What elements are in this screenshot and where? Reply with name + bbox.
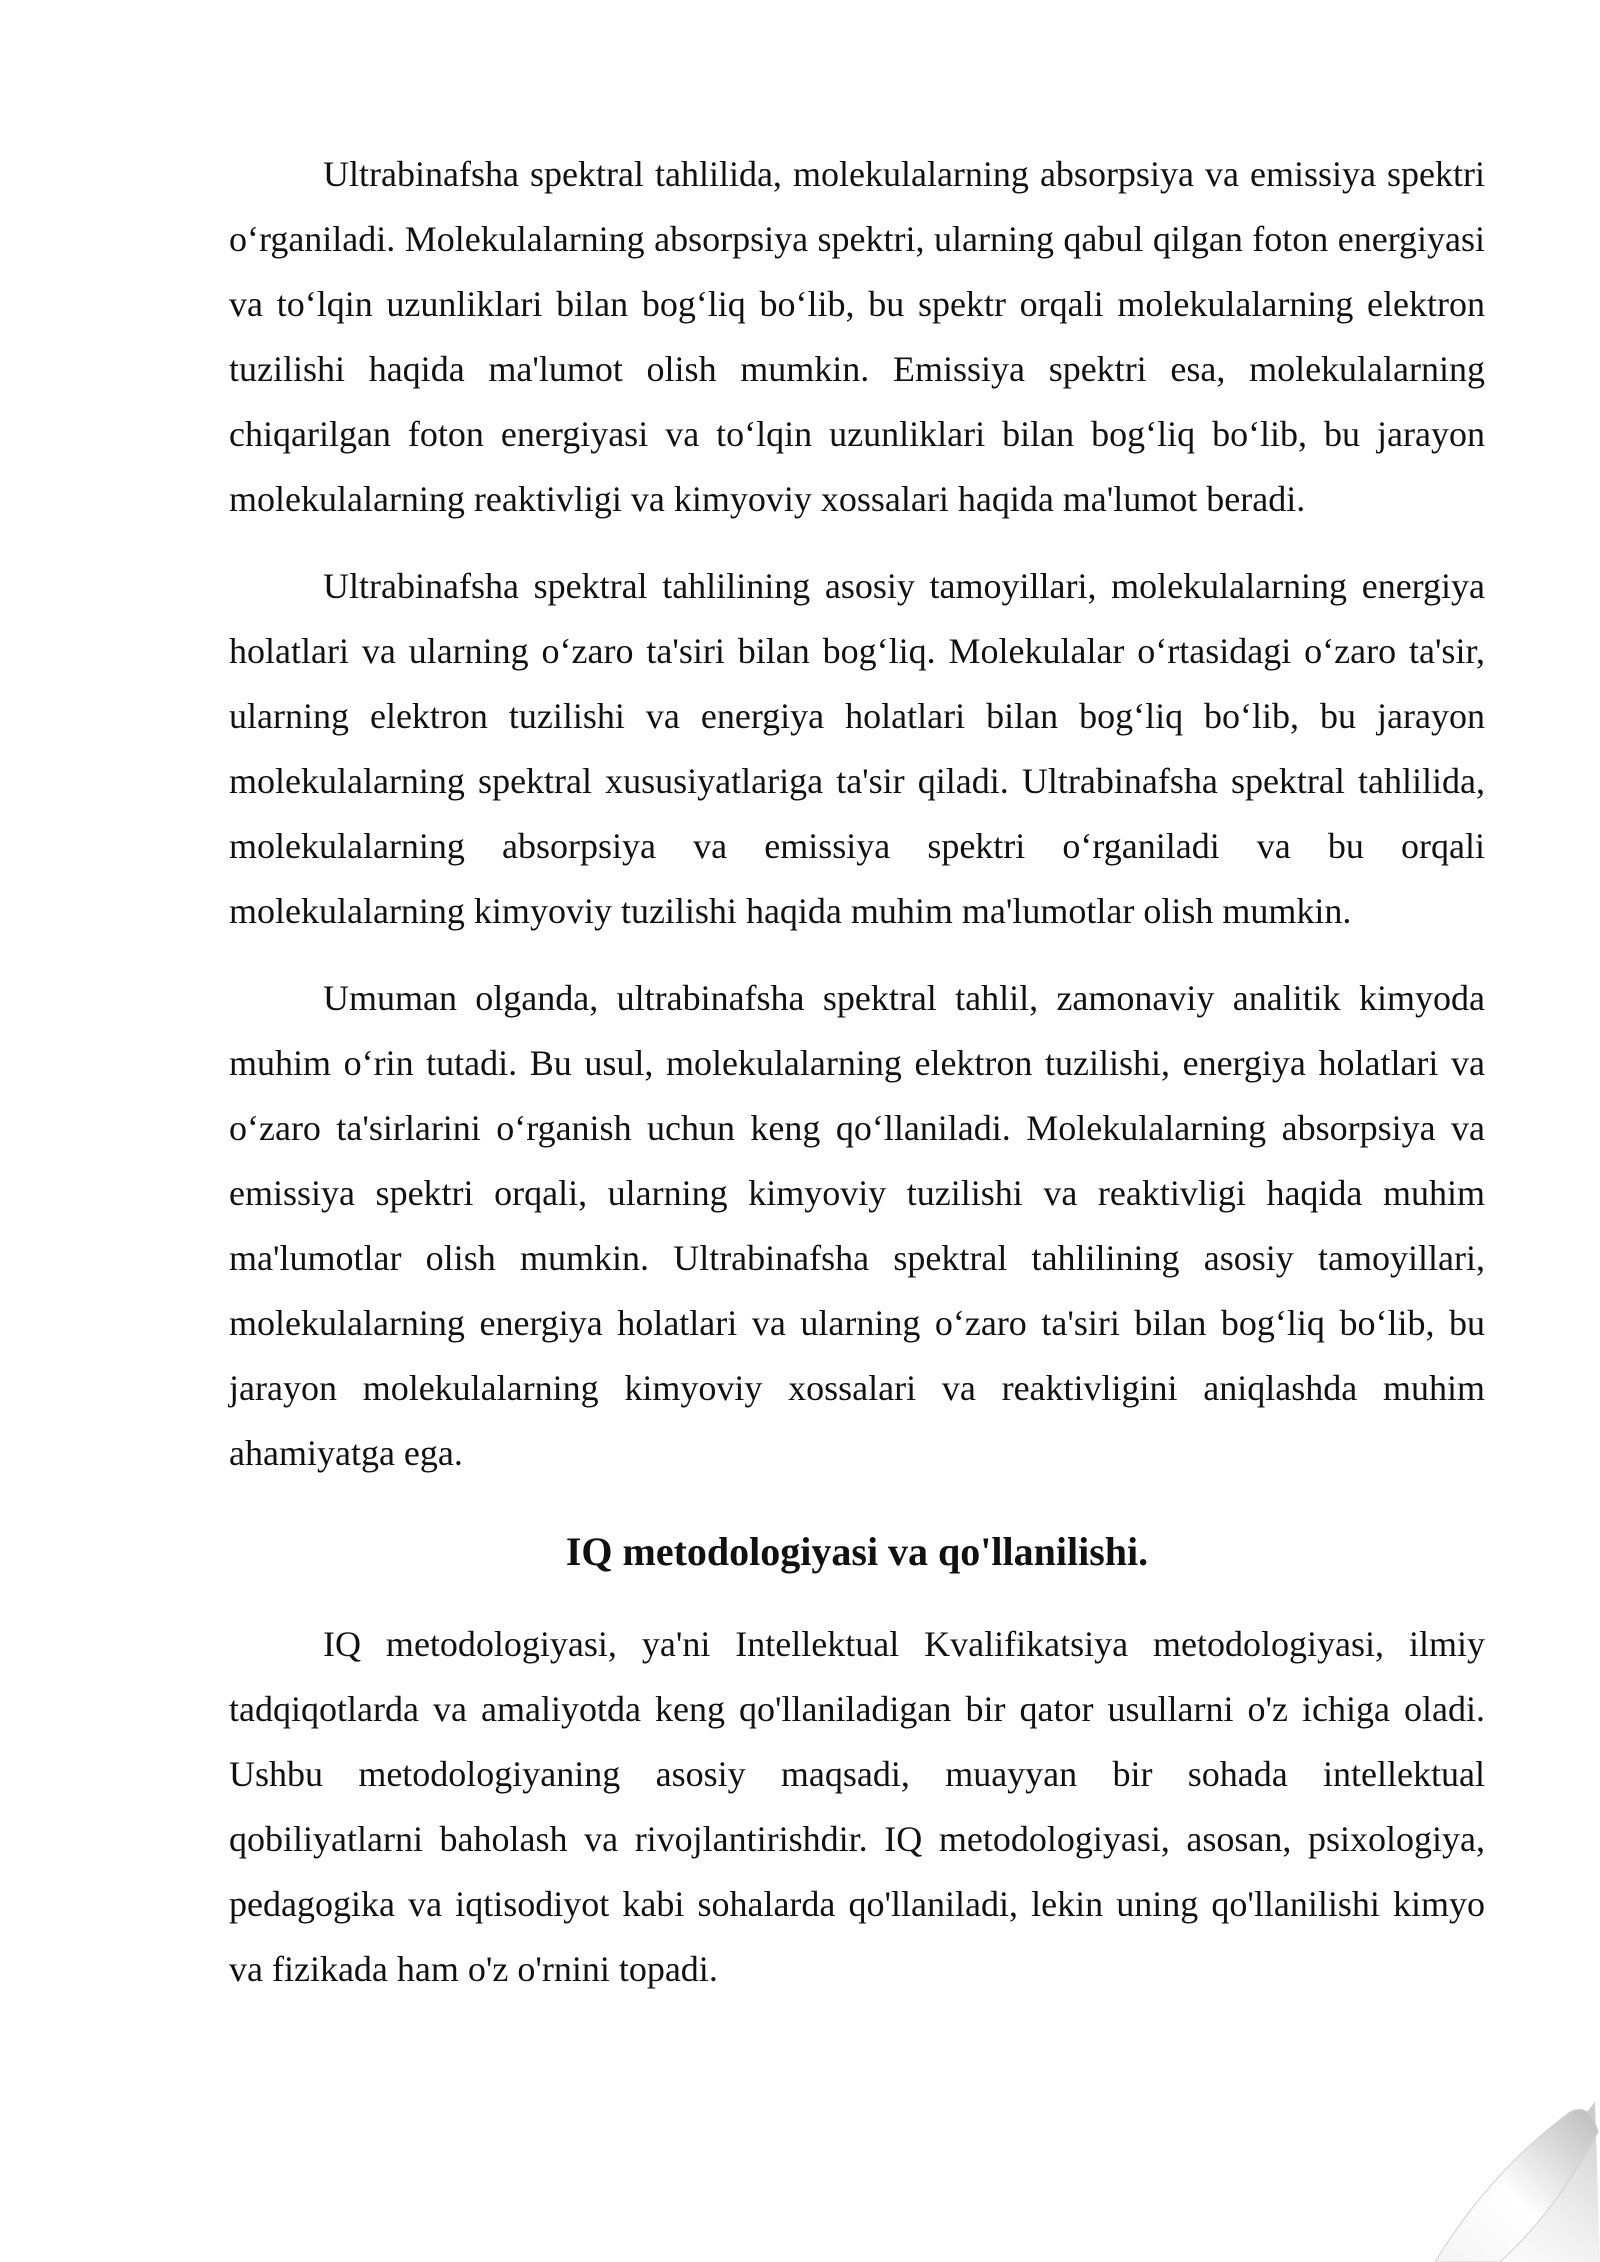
- document-body: [229, 142, 1485, 2024]
- paragraph-uv-principles: Ultrabinafsha spektral tahlilining asosiy tamoyillari, molekulalarning energiya holatlari va ularning o‘zaro ta'siri bilan bog‘liq. Molekulalar o‘rtasidagi o‘zaro ta'sir, ularning elektron tuzilishi va energiya holatlari bilan bog‘liq bo‘lib, bu jarayon molekulalarning spektral xususiyatlariga ta'sir qiladi. Ultrabinafsha spektral tahlilida, molekulalarning absorpsiya va emissiya spektri o‘rganiladi va bu orqali molekulalarning kimyoviy tuzilishi haqida muhim ma'lumotlar olish mumkin.: [229, 566, 1485, 931]
- paragraph-iq-methodology: IQ metodologiyasi, ya'ni Intellektual Kvalifikatsiya metodologiyasi, ilmiy tadqiqotlarda va amaliyotda keng qo'llaniladigan bir qator usullarni o'z ichiga oladi. Ushbu metodologiyaning asosiy maqsadi, muayyan bir sohada intellektual qobiliyatlarni baholash va rivojlantirishdir. IQ metodologiyasi, asosan, psixologiya, pedagogika va iqtisodiyot kabi sohalarda qo'llaniladi, lekin uning qo'llanilishi kimyo va fizikada ham o'z o'rnini topadi.: [229, 1624, 1485, 1989]
- paragraph-uv-summary: Umuman olganda, ultrabinafsha spektral tahlil, zamonaviy analitik kimyoda muhim o‘rin tutadi. Bu usul, molekulalarning elektron tuzilishi, energiya holatlari va o‘zaro ta'sirlarini o‘rganish uchun keng qo‘llaniladi. Molekulalarning absorpsiya va emissiya spektri orqali, ularning kimyoviy tuzilishi va reaktivligi haqida muhim ma'lumotlar olish mumkin. Ultrabinafsha spektral tahlilining asosiy tamoyillari, molekulalarning energiya holatlari va ularning o‘zaro ta'siri bilan bog‘liq bo‘lib, bu jarayon molekulalarning kimyoviy xossalari va reaktivligini aniqlashda muhim ahamiyatga ega.: [229, 978, 1485, 1473]
- page-curl-icon: [1340, 2062, 1600, 2262]
- section-heading: IQ metodologiyasi va qo'llanilishi.: [565, 1529, 1149, 1574]
- paragraph-uv-spectra: Ultrabinafsha spektral tahlilida, molekulalarning absorpsiya va emissiya spektri o‘rganiladi. Molekulalarning absorpsiya spektri, ularning qabul qilgan foton energiyasi va to‘lqin uzunliklari bilan bog‘liq bo‘lib, bu spektr orqali molekulalarning elektron tuzilishi haqida ma'lumot olish mumkin. Emissiya spektri esa, molekulalarning chiqarilgan foton energiyasi va to‘lqin uzunliklari bilan bog‘liq bo‘lib, bu jarayon molekulalarning reaktivligi va kimyoviy xossalari haqida ma'lumot beradi.: [229, 154, 1485, 519]
